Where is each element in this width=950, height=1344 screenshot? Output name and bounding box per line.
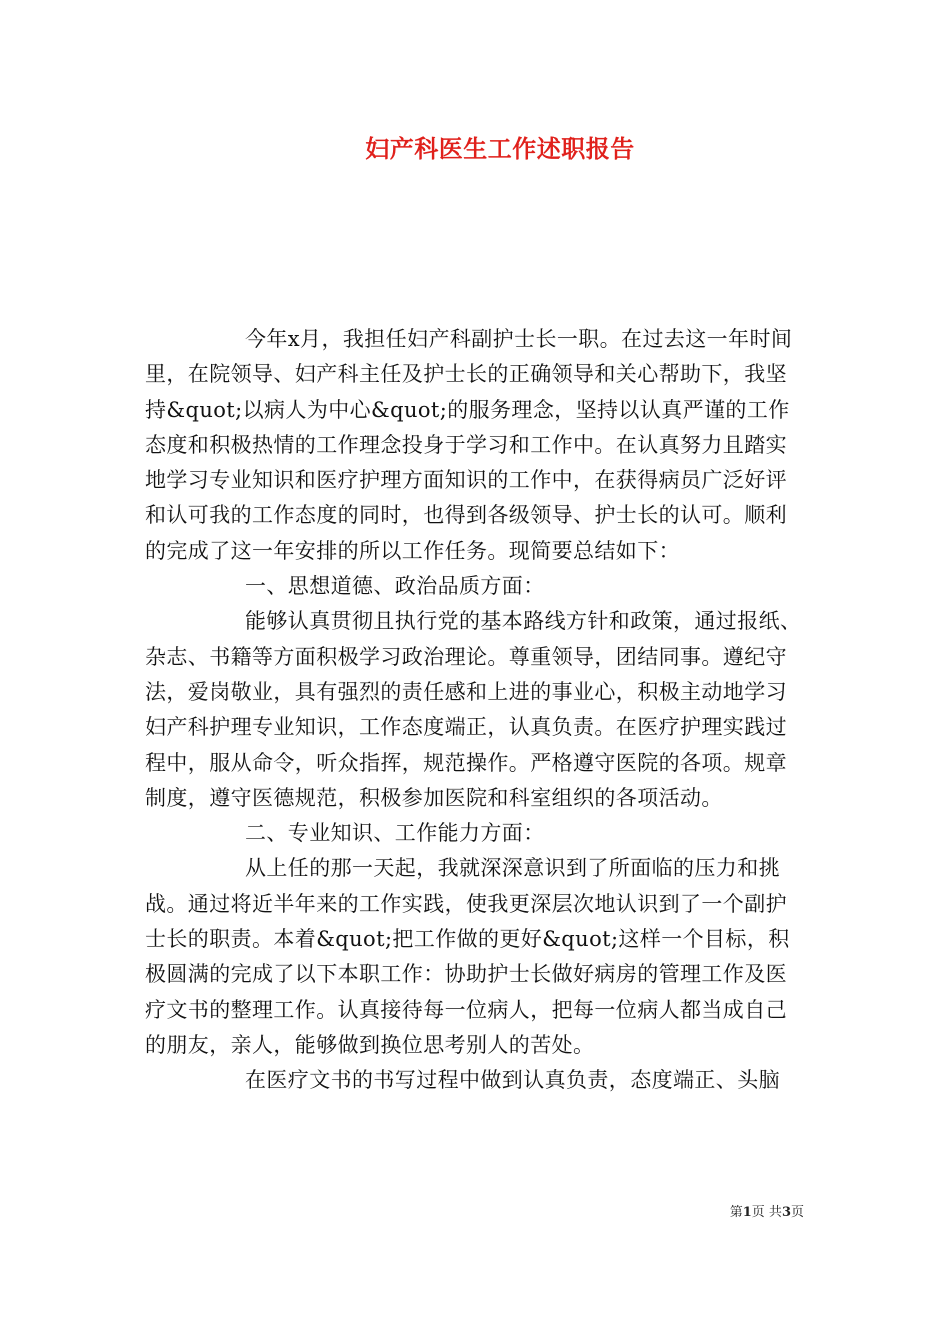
- paragraph-section-1: 能够认真贯彻且执行党的基本路线方针和政策，通过报纸、杂志、书籍等方面积极学习政治理论。尊重领导，团结同事。遵纪守法，爱岗敬业，具有强烈的责任感和上进的事业心，积极主动地学习妇产科护理专业知识，工作态度端正，认真负责。在医疗护理实践过程中，服从命令，听众指挥，规范操作。严格遵守医院的各项。规章制度，遵守医德规范，积极参加医院和科室组织的各项活动。: [145, 609, 802, 810]
- paragraph-intro: 今年x月，我担任妇产科副护士长一职。在过去这一年时间里，在院领导、妇产科主任及护士长的正确领导和关心帮助下，我坚持&quot;以病人为中心&quot;的服务理念，坚持以认真严谨的工作态度和积极热情的工作理念投身于学习和工作中。在认真努力且踏实地学习专业知识和医疗护理方面知识的工作中，在获得病员广泛好评和认可我的工作态度的同时，也得到各级领导、护士长的认可。顺利的完成了这一年安排的所以工作任务。现简要总结如下：: [145, 327, 793, 563]
- footer-middle: 页 共: [751, 1205, 782, 1220]
- document-title: 妇产科医生工作述职报告: [365, 134, 635, 163]
- footer-suffix: 页: [790, 1205, 804, 1220]
- paragraph-section-2b: 在医疗文书的书写过程中做到认真负责，态度端正、头脑: [245, 1068, 780, 1093]
- section-heading-1: 一、思想道德、政治品质方面：: [245, 574, 545, 599]
- section-heading-2: 二、专业知识、工作能力方面：: [245, 821, 545, 846]
- footer-prefix: 第: [729, 1205, 743, 1220]
- footer-total-pages: 3: [781, 1205, 791, 1220]
- paragraph-section-2: 从上任的那一天起，我就深深意识到了所面临的压力和挑战。通过将近半年来的工作实践，使我更深层次地认识到了一个副护士长的职责。本着&quot;把工作做的更好&quot;这样一个目标，积极圆满的完成了以下本职工作：协助护士长做好病房的管理工作及医疗文书的整理工作。认真接待每一位病人，把每一位病人都当成自己的朋友，亲人，能够做到换位思考别人的苦处。: [145, 856, 790, 1057]
- document-body: [145, 322, 807, 1099]
- footer-current-page: 1: [742, 1205, 752, 1220]
- page-footer: [730, 1204, 804, 1222]
